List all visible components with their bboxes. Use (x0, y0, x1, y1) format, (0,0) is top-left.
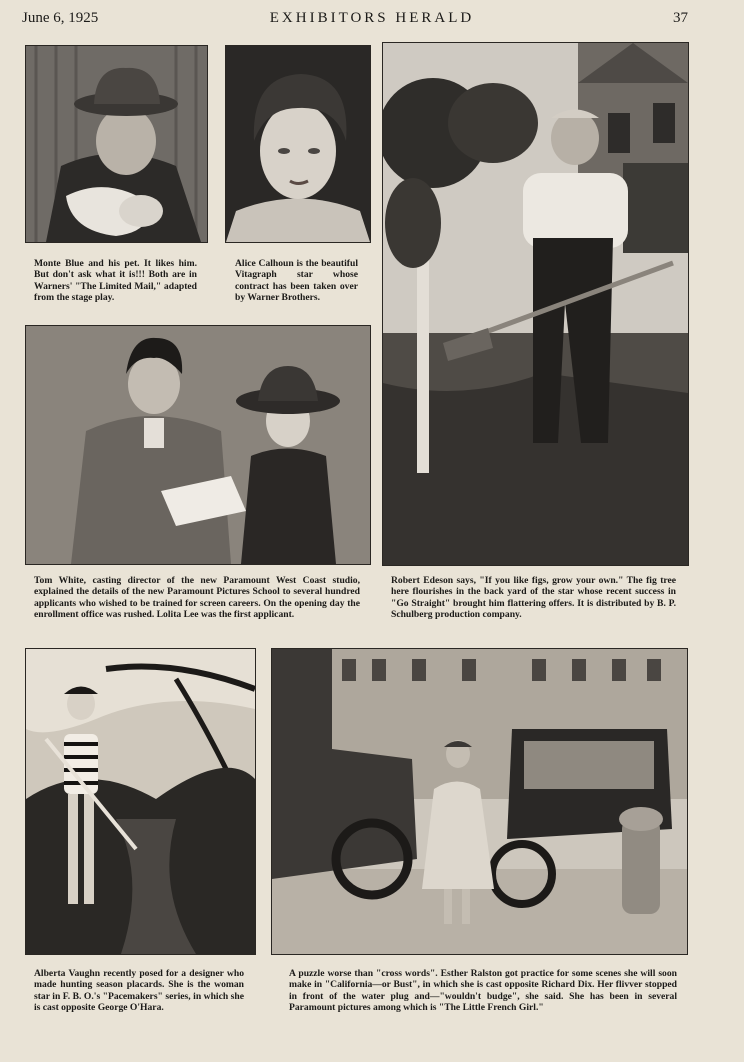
robert-edeson-illustration (383, 43, 688, 565)
photo-alberta-vaughn (25, 648, 256, 955)
alice-calhoun-illustration (226, 46, 370, 242)
alberta-vaughn-illustration (26, 649, 255, 954)
caption-monte-blue: Monte Blue and his pet. It likes him. But don't ask what it is!!! Both are in Warners' "The Limited Mail," adapted from the stage play. (34, 258, 197, 303)
photo-tom-white (25, 325, 371, 565)
magazine-title: EXHIBITORS HERALD (269, 10, 475, 26)
esther-ralston-illustration (272, 649, 687, 954)
page-number: 37 (673, 10, 688, 26)
photo-esther-ralston (271, 648, 688, 955)
photo-robert-edeson (382, 42, 689, 566)
header-date: June 6, 1925 (22, 10, 99, 26)
caption-robert-edeson: Robert Edeson says, "If you like figs, grow your own." The fig tree here flourishes in the back yard of the star whose recent success in "Go Straight" brought him flattering offers. It is distributed by B. P. Schulberg production company. (391, 575, 676, 620)
caption-esther-ralston: A puzzle worse than "cross words". Esther Ralston got practice for some scenes she will soon make in "California—or Bust", in which she is cast opposite Richard Dix. Her flivver stopped in front of the water plug and—"wouldn't budge", she said. She has been in several Paramount pictures among which is "The Little French Girl." (289, 968, 677, 1013)
photo-alice-calhoun (225, 45, 371, 243)
caption-tom-white: Tom White, casting director of the new Paramount West Coast studio, explained the details of the new Paramount Pictures School to several hundred applicants who wished to be trained for screen careers. On the opening day the enrollment office was rushed. Lolita Lee was the first applicant. (34, 575, 360, 620)
monte-blue-illustration (26, 46, 207, 242)
caption-alberta-vaughn: Alberta Vaughn recently posed for a designer who made hunting season placards. She is the woman star in F. B. O.'s "Pacemakers" series, in which she is cast opposite George O'Hara. (34, 968, 244, 1013)
tom-white-illustration (26, 326, 370, 564)
photo-monte-blue (25, 45, 208, 243)
caption-alice-calhoun: Alice Calhoun is the beautiful Vitagraph star whose contract has been taken over by Warner Brothers. (235, 258, 358, 303)
